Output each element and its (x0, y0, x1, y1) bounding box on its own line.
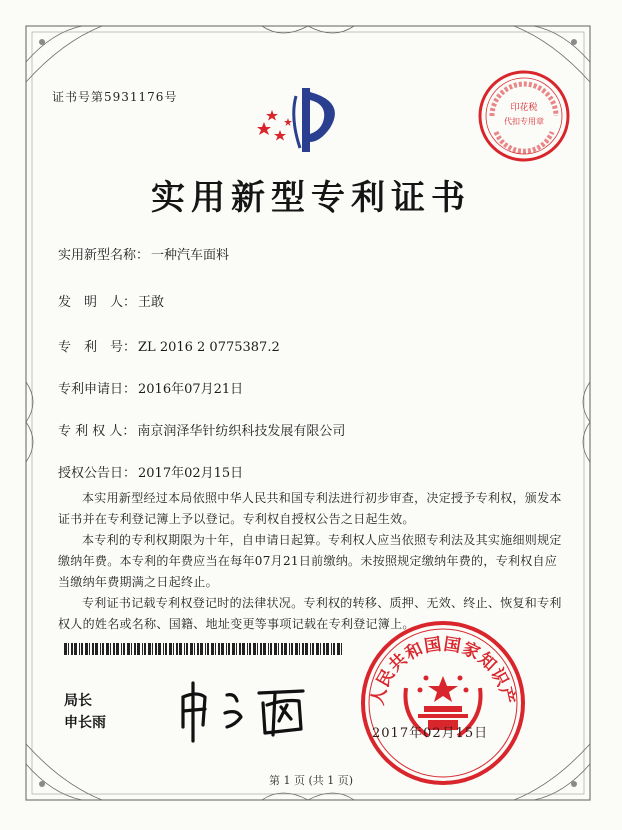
field-value: 王敢 (138, 295, 165, 310)
director-signature (175, 675, 315, 745)
patent-emblem-icon (250, 78, 360, 158)
page-indicator: 第 1 页 (共 1 页) (268, 774, 354, 787)
body-paragraph: 本实用新型经过本局依照中华人民共和国专利法进行初步审查，决定授予专利权，颁发本证书并在专利登记簿上予以登记。专利权自授权公告之日起生效。 (58, 491, 562, 526)
seal-date: 2017年02月15日 (372, 726, 489, 741)
inventor-row (58, 291, 164, 310)
field-label: 专 利 号： (58, 340, 137, 355)
director-name: 申长雨 (64, 715, 106, 731)
field-label: 专 利 权 人： (58, 424, 136, 439)
patentee-row (58, 420, 345, 439)
patent-number-row (58, 336, 280, 355)
certificate-number: 证书号第5931176号 (52, 90, 178, 104)
body-paragraph: 本专利的专利权期限为十年，自申请日起算。专利权人应当依照专利法及其实施细则规定缴纳年费。本专利的年费应当在每年07月21日前缴纳。未按照规定缴纳年费的，专利权自应当缴纳年费期满之日起终止。 (58, 533, 562, 589)
sipo-official-seal (358, 618, 528, 788)
svg-text:代扣专用章: 代扣专用章 (504, 117, 544, 126)
director-title: 局长 (64, 693, 92, 709)
svg-text:中华人民共和国国家知识产权局: 人民共和国国家知识产 (367, 634, 519, 707)
certificate-title: 实用新型专利证书 (151, 178, 471, 218)
field-label: 专利申请日： (58, 382, 137, 397)
body-paragraph: 专利证书记载专利权登记时的法律状况。专利权的转移、质押、无效、终止、恢复和专利权人的姓名或名称、国籍、地址变更等事项记载在专利登记簿上。 (58, 596, 562, 631)
field-label: 发 明 人： (58, 295, 137, 310)
field-value: 2017年02月15日 (138, 466, 244, 481)
application-date-row (58, 378, 243, 397)
utility-model-name-row (58, 244, 229, 263)
field-label: 授权公告日： (58, 466, 137, 481)
tax-seal-stamp (474, 66, 574, 166)
field-value: 2016年07月21日 (138, 382, 244, 397)
field-value: 一种汽车面料 (151, 248, 230, 263)
field-value: 南京润泽华针纺织科技发展有限公司 (137, 424, 346, 439)
svg-text:印花税: 印花税 (510, 103, 538, 113)
grant-date-row (58, 462, 243, 481)
barcode (64, 640, 344, 652)
certificate-body (58, 488, 568, 635)
field-value: ZL 2016 2 0775387.2 (138, 340, 280, 355)
field-label: 实用新型名称： (58, 248, 150, 263)
